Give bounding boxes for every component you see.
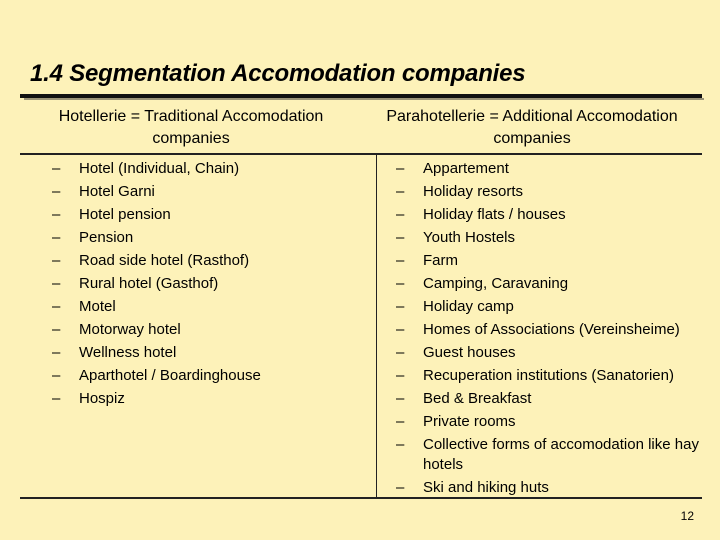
page-number: 12 (680, 509, 694, 523)
list-item-text: Rural hotel (Gasthof) (79, 274, 219, 292)
list-item-text: Aparthotel / Boardinghouse (79, 366, 261, 384)
bullet-dash: – (396, 436, 405, 453)
list-item-text: Appartement (423, 159, 509, 177)
bullet-dash: – (52, 298, 61, 315)
hotellerie-header: Hotellerie = Traditional Accomodation companies (58, 108, 324, 147)
bullet-dash: – (396, 413, 405, 430)
bullet-dash: – (52, 367, 61, 384)
bullet-dash: – (396, 298, 405, 315)
list-item-text: Hotel (Individual, Chain) (79, 159, 240, 177)
list-item (396, 272, 702, 295)
list-item-text: Private rooms (423, 412, 516, 430)
list-item-text: Motel (79, 297, 116, 315)
list-item (52, 272, 372, 295)
slide-title: 1.4 Segmentation Accomodation companies (30, 60, 526, 87)
list-item (396, 341, 702, 364)
list-item-text: Holiday resorts (423, 182, 524, 200)
title-underline-shadow (24, 98, 704, 100)
bullet-dash: – (396, 160, 405, 177)
bullet-dash: – (52, 206, 61, 223)
bullet-dash: – (52, 183, 61, 200)
list-item (52, 203, 372, 226)
list-item (52, 364, 372, 387)
bullet-dash: – (396, 390, 405, 407)
list-item-text: Hotel pension (79, 205, 171, 223)
list-item-text: Road side hotel (Rasthof) (79, 251, 250, 269)
bullet-dash: – (52, 390, 61, 407)
list-item (396, 433, 702, 476)
bullet-dash: – (52, 321, 61, 338)
bullet-dash: – (396, 183, 405, 200)
list-item (52, 226, 372, 249)
list-item (52, 387, 372, 410)
list-item (396, 295, 702, 318)
hotellerie-list (52, 157, 372, 410)
list-item-text: Motorway hotel (79, 320, 181, 338)
list-item (396, 410, 702, 433)
list-item-text: Farm (423, 251, 458, 269)
list-item-text: Homes of Associations (Vereinsheime) (423, 320, 680, 338)
list-item-text: Recuperation institutions (Sanatorien) (423, 366, 674, 384)
bullet-dash: – (396, 321, 405, 338)
bullet-dash: – (396, 252, 405, 269)
bullet-dash: – (396, 367, 405, 384)
column-divider (376, 153, 377, 498)
list-item-text: Collective forms of accomodation like hay hotels (423, 435, 699, 473)
list-item (396, 364, 702, 387)
bullet-dash: – (396, 344, 405, 361)
parahotellerie-list (396, 157, 702, 499)
bullet-dash: – (396, 479, 405, 496)
list-item (396, 476, 702, 499)
list-item (396, 157, 702, 180)
list-item-text: Ski and hiking huts (423, 478, 549, 496)
list-item-text: Hotel Garni (79, 182, 155, 200)
bullet-dash: – (396, 206, 405, 223)
list-item (52, 295, 372, 318)
bullet-dash: – (52, 252, 61, 269)
list-item (52, 341, 372, 364)
bullet-dash: – (52, 344, 61, 361)
list-item-text: Holiday camp (423, 297, 514, 315)
list-item (396, 180, 702, 203)
parahotellerie-header: Parahotellerie = Additional Accomodation companies (386, 108, 678, 147)
bullet-dash: – (52, 229, 61, 246)
list-item-text: Youth Hostels (423, 228, 516, 246)
list-item (396, 249, 702, 272)
header-divider (20, 153, 702, 155)
bullet-dash: – (396, 229, 405, 246)
list-item-text: Holiday flats / houses (423, 205, 566, 223)
list-item (52, 249, 372, 272)
list-item (396, 318, 702, 341)
list-item-text: Hospiz (79, 389, 125, 407)
list-item (396, 226, 702, 249)
list-item-text: Guest houses (423, 343, 516, 361)
list-item (396, 387, 702, 410)
list-item (52, 318, 372, 341)
list-item (52, 157, 372, 180)
list-item (396, 203, 702, 226)
bullet-dash: – (396, 275, 405, 292)
bullet-dash: – (52, 160, 61, 177)
list-item-text: Bed & Breakfast (423, 389, 532, 407)
list-item-text: Wellness hotel (79, 343, 177, 361)
bullet-dash: – (52, 275, 61, 292)
list-item-text: Pension (79, 228, 134, 246)
list-item (52, 180, 372, 203)
list-item-text: Camping, Caravaning (423, 274, 569, 292)
